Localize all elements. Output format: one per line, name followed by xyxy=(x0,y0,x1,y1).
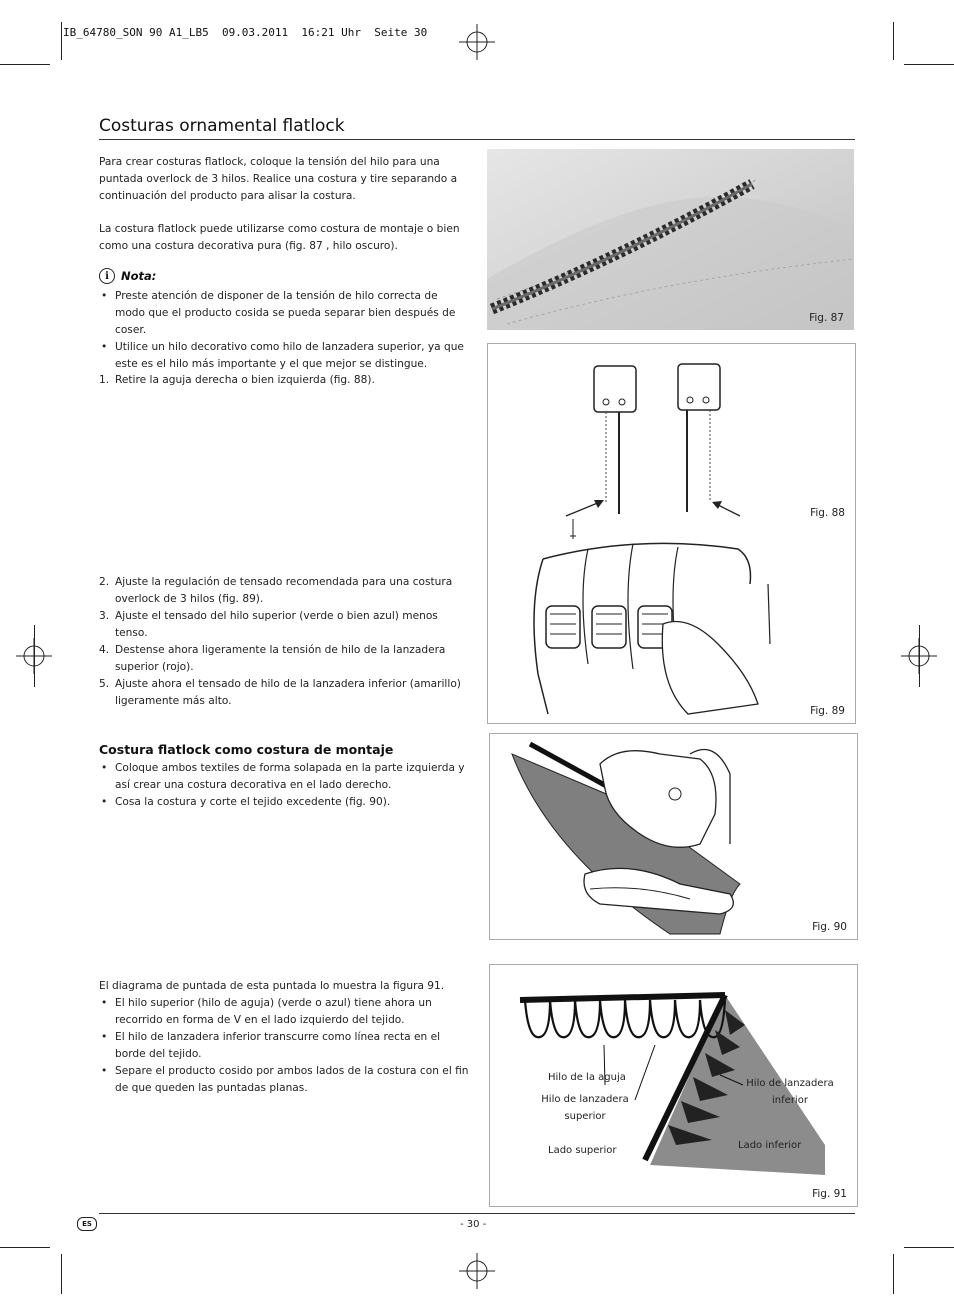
list-item xyxy=(99,372,469,389)
list-item: • Separe el producto cosido por ambos lados de la costura con el fin de que queden las puntadas planas. xyxy=(99,1063,469,1097)
flatlock-seam-photo xyxy=(487,149,854,330)
crop-mark xyxy=(0,1247,50,1248)
intro-paragraph: La costura flatlock puede utilizarse como costura de montaje o bien como una costura decorativa pura (fig. 87 , hilo oscuro). xyxy=(99,223,460,252)
figure-caption: Fig. 91 xyxy=(812,1188,847,1200)
label-bottom-side: Lado inferior xyxy=(738,1140,802,1151)
step-number: 1. xyxy=(99,374,110,386)
label-needle-thread: Hilo de la aguja xyxy=(548,1072,626,1083)
label-line: Hilo de lanzadera xyxy=(746,1078,834,1089)
label-line: superior xyxy=(564,1111,606,1122)
registration-mark-icon xyxy=(459,24,495,60)
print-header: IB_64780_SON 90 A1_LB5 09.03.2011 16:21 Uhr Seite 30 xyxy=(63,26,428,39)
crop-mark xyxy=(904,64,954,65)
label-upper-looper xyxy=(540,1091,630,1125)
crop-mark xyxy=(61,22,62,60)
figure-caption: Fig. 89 xyxy=(810,705,845,717)
list-item: • Cosa la costura y corte el tejido excedente (fig. 90). xyxy=(99,794,469,811)
label-lower-looper xyxy=(740,1075,840,1109)
list-item: • El hilo de lanzadera inferior transcurre como línea recta en el borde del tejido. xyxy=(99,1029,469,1063)
diagram-intro: El diagrama de puntada de esta puntada lo muestra la figura 91. xyxy=(99,980,445,992)
list-item: • Coloque ambos textiles de forma solapada en la parte izquierda y así crear una costura decorativa en el lado derecho. xyxy=(99,760,469,794)
needles-and-tension-dials-illustration xyxy=(488,344,855,723)
intro-paragraph: Para crear costuras flatlock, coloque la tensión del hilo para una puntada overlock de 3 hilos. Realice una costura y tire separando a continuación del producto para alisar la costura. xyxy=(99,156,458,202)
steps-list xyxy=(99,574,469,710)
page-title: Costuras ornamental flatlock xyxy=(99,116,345,136)
figure-90 xyxy=(489,733,858,940)
figure-caption: Fig. 90 xyxy=(812,921,847,933)
footer-divider xyxy=(99,1213,855,1214)
section-subheading: Costura flatlock como costura de montaje xyxy=(99,742,394,757)
title-divider xyxy=(99,139,855,140)
list-item: • El hilo superior (hilo de aguja) (verde o azul) tiene ahora un recorrido en forma de V en el lado izquierdo del tejido. xyxy=(99,995,469,1029)
registration-mark-icon xyxy=(459,1253,495,1289)
step-text: Ajuste el tensado del hilo superior (verde o bien azul) menos tenso. xyxy=(115,610,438,639)
note-label: Nota: xyxy=(121,269,157,283)
crop-mark xyxy=(904,1247,954,1248)
step-number: 3. xyxy=(99,610,110,622)
registration-mark-icon xyxy=(901,638,937,674)
figure-87 xyxy=(487,149,854,330)
fabric-under-presser-foot-illustration xyxy=(490,734,857,939)
crop-mark xyxy=(0,64,50,65)
list-item: • Preste atención de disponer de la tensión de hilo correcta de modo que el producto cosida se pueda separar bien después de coser. xyxy=(99,288,469,339)
label-top-side: Lado superior xyxy=(548,1145,617,1156)
figure-caption: Fig. 88 xyxy=(810,507,845,519)
step-text: Ajuste la regulación de tensado recomendada para una costura overlock de 3 hilos (fig. 89). xyxy=(115,576,453,605)
step-text: Retire la aguja derecha o bien izquierda (fig. 88). xyxy=(115,374,375,386)
list-item xyxy=(99,676,469,710)
registration-mark-icon xyxy=(16,638,52,674)
montaje-list xyxy=(99,760,469,811)
note-list xyxy=(99,288,469,373)
info-icon: i xyxy=(99,268,115,284)
figure-caption: Fig. 87 xyxy=(809,312,844,324)
list-item: • Utilice un hilo decorativo como hilo de lanzadera superior, ya que este es el hilo más importante y el que mejor se distingue. xyxy=(99,339,469,373)
step-number: 4. xyxy=(99,644,110,656)
label-line: inferior xyxy=(772,1095,808,1106)
crop-mark xyxy=(893,22,894,60)
diagram-list xyxy=(99,995,469,1097)
figure-88-89 xyxy=(487,343,856,724)
step-text: Destense ahora ligeramente la tensión de hilo de la lanzadera superior (rojo). xyxy=(115,644,446,673)
figure-91 xyxy=(489,964,858,1207)
note-heading xyxy=(99,268,156,284)
list-item xyxy=(99,574,469,608)
language-badge: ES xyxy=(77,1217,97,1231)
crop-mark xyxy=(61,1254,62,1294)
page-number: - 30 - xyxy=(460,1219,487,1230)
step-text: Ajuste ahora el tensado de hilo de la lanzadera inferior (amarillo) ligeramente más alto. xyxy=(115,678,461,707)
label-line: Hilo de lanzadera xyxy=(541,1094,629,1105)
step-number: 2. xyxy=(99,576,110,588)
list-item xyxy=(99,608,469,642)
list-item xyxy=(99,642,469,676)
steps-list xyxy=(99,372,469,389)
step-number: 5. xyxy=(99,678,110,690)
crop-mark xyxy=(893,1254,894,1294)
